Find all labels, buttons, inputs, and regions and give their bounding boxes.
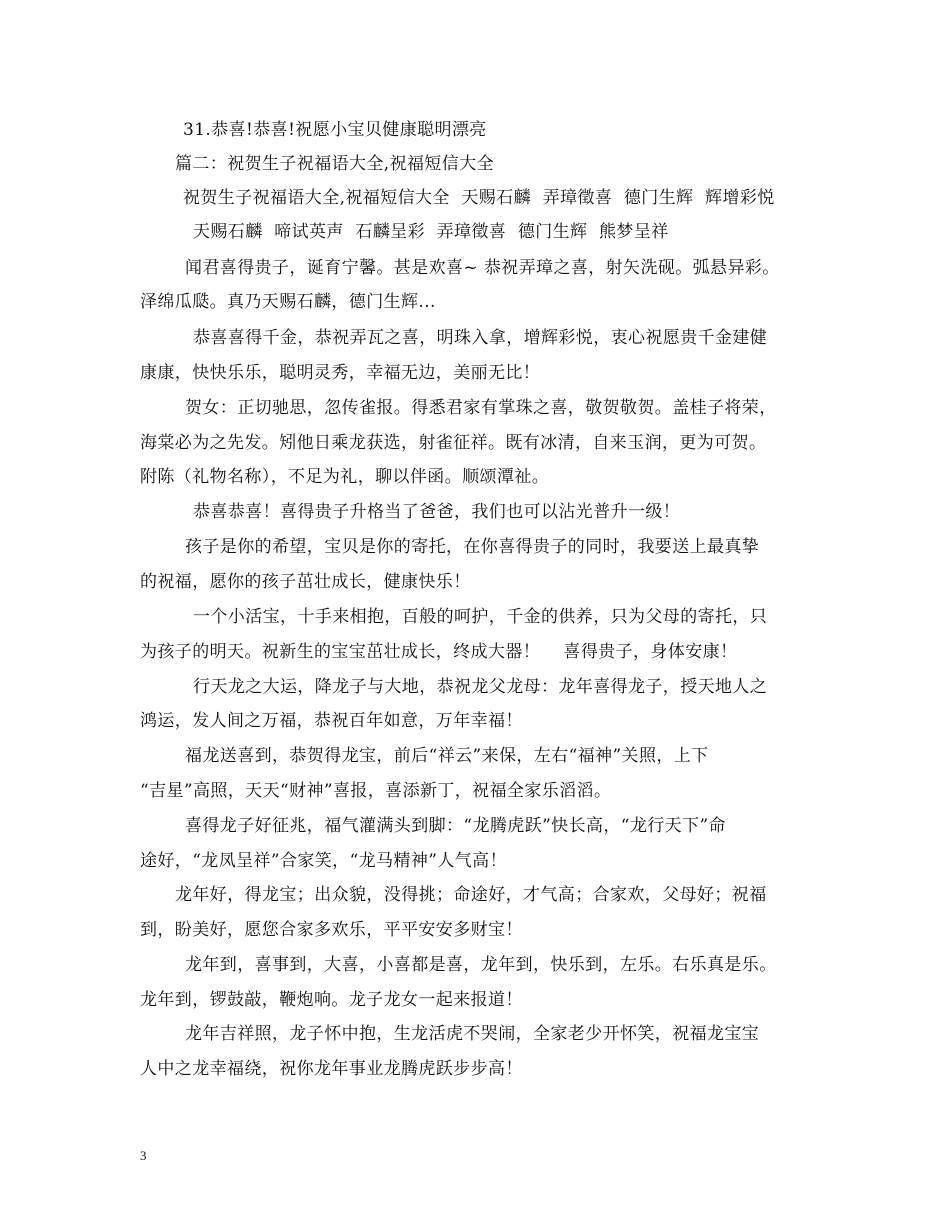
text-line: 闻君喜得贵子，诞育宁馨。甚是欢喜~ 恭祝弄璋之喜，射矢洗砚。弧悬异彩。	[185, 258, 780, 278]
text-line: 龙年到，锣鼓敲，鞭炮响。龙子龙女一起来报道！	[140, 990, 523, 1010]
section-heading: 篇二：祝贺生子祝福语大全,祝福短信大全	[175, 154, 495, 174]
text-line: 龙年到，喜事到，大喜，小喜都是喜，龙年到，快乐到，左乐。右乐真是乐。	[185, 955, 777, 975]
text-line: 人中之龙幸福绕，祝你龙年事业龙腾虎跃步步高！	[140, 1059, 523, 1079]
text-line: 一个小活宝，十手来相抱，百般的呵护，千金的供养，只为父母的寄托，只	[193, 607, 768, 627]
text-line: 龙年吉祥照，龙子怀中抱，生龙活虎不哭闹，全家老少开怀笑，祝福龙宝宝	[185, 1024, 760, 1044]
text-line: 泽绵瓜瓞。真乃天赐石麟，德门生辉...	[140, 292, 436, 312]
text-line: 孩子是你的希望，宝贝是你的寄托，在你喜得贵子的同时，我要送上最真挚	[185, 537, 760, 557]
text-line: 龙年好，得龙宝；出众貌，没得挑；命途好，才气高；合家欢，父母好；祝福	[175, 885, 767, 905]
text-line: 祝贺生子祝福语大全,祝福短信大全 天赐石麟 弄璋徵喜 德门生辉 辉增彩悦	[183, 188, 775, 208]
text-line: 恭喜恭喜！喜得贵子升格当了爸爸，我们也可以沾光普升一级！	[193, 502, 681, 522]
text-line: 为孩子的明天。祝新生的宝宝茁壮成长，终成大器！ 喜得贵子，身体安康！	[140, 642, 738, 662]
text-line: 的祝福，愿你的孩子茁壮成长，健康快乐！	[140, 572, 471, 592]
text-line: 鸿运，发人间之万福，恭祝百年如意，万年幸福！	[140, 711, 523, 731]
text-line: “吉星”高照，天天“财神”喜报，喜添新丁，祝福全家乐滔滔。	[140, 781, 612, 801]
text-line: 天赐石麟 啼试英声 石麟呈彩 弄璋徵喜 德门生辉 熊梦呈祥	[193, 222, 669, 242]
text-line: 喜得龙子好征兆，福气灌满头到脚：“龙腾虎跃”快长高，“龙行天下”命	[185, 816, 726, 836]
text-line: 海棠必为之先发。矧他日乘龙获选，射雀征祥。既有冰清，自来玉润，更为可贺。	[140, 433, 767, 453]
text-line: 贺女：正切驰思，忽传雀报。得悉君家有掌珠之喜，敬贺敬贺。盖桂子将荣，	[185, 398, 777, 418]
page-number: 3	[140, 1148, 147, 1163]
text-line: 康康，快快乐乐，聪明灵秀，幸福无边，美丽无比！	[140, 363, 541, 383]
text-line: 附陈（礼物名称），不足为礼，聊以伴函。顺颂潭祉。	[140, 467, 550, 487]
text-line: 福龙送喜到，恭贺得龙宝，前后“祥云”来保，左右“福神”关照，上下	[185, 746, 709, 766]
text-line: 31.恭喜!恭喜!祝愿小宝贝健康聪明漂亮	[183, 120, 487, 140]
text-line: 行天龙之大运，降龙子与大地，恭祝龙父龙母：龙年喜得龙子，授天地人之	[193, 677, 768, 697]
text-line: 恭喜喜得千金，恭祝弄瓦之喜，明珠入拿，增辉彩悦，衷心祝愿贵千金建健	[193, 328, 768, 348]
text-line: 途好，“龙凤呈祥”合家笑，“龙马精神”人气高！	[140, 851, 507, 871]
text-line: 到，盼美好，愿您合家多欢乐，平平安安多财宝！	[140, 920, 523, 940]
